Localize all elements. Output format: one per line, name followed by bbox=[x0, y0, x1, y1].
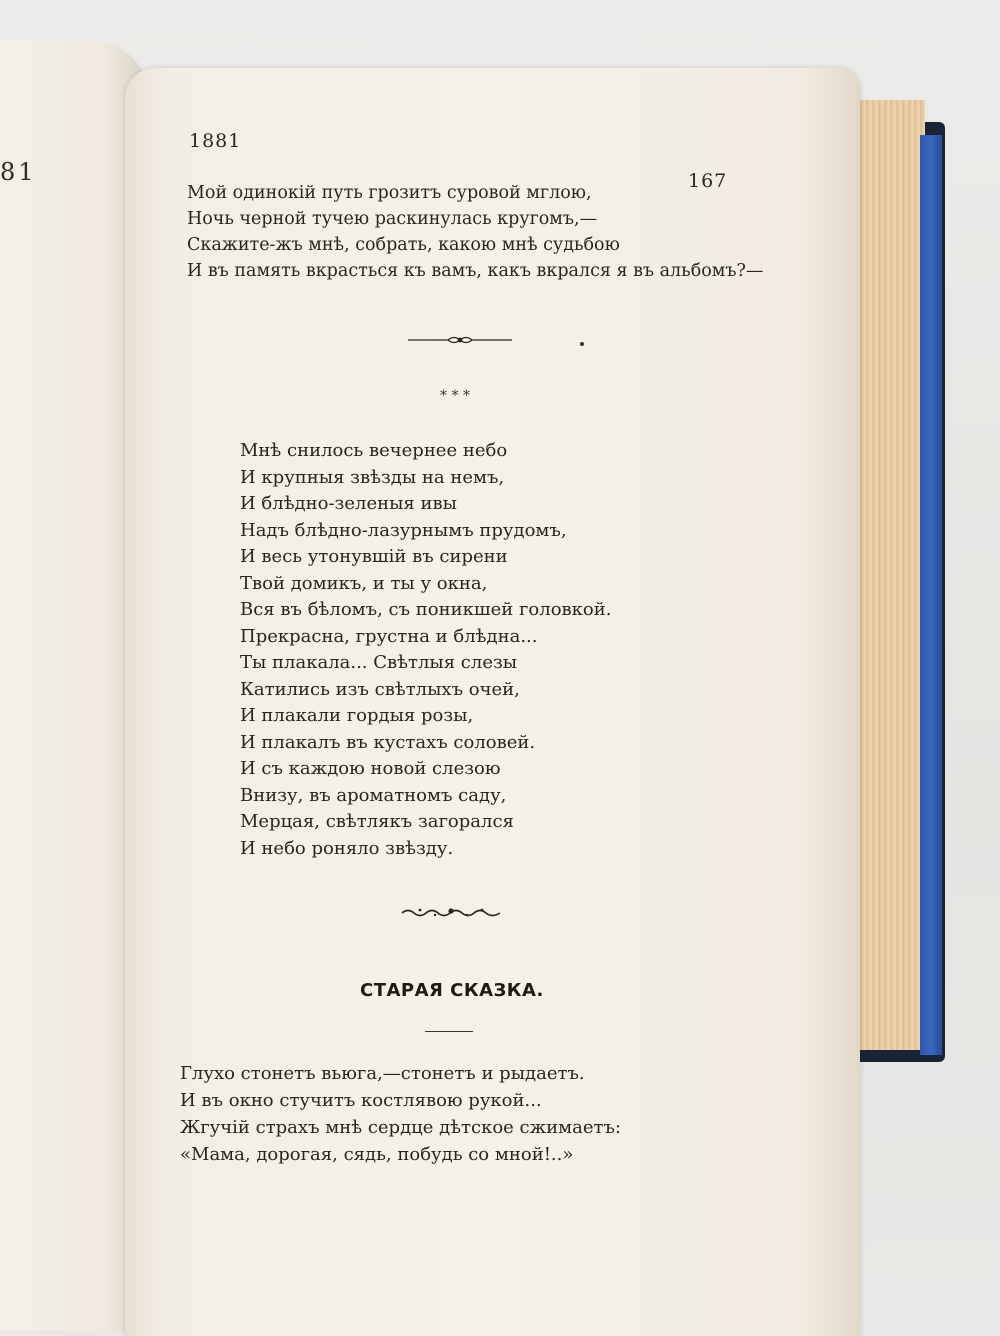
book-page bbox=[125, 68, 860, 1336]
poem-stanza-2 bbox=[240, 438, 611, 862]
poem-line: Мерцая, свѣтлякъ загорался bbox=[240, 811, 514, 832]
poem-line: Мой одинокій путь грозитъ суровой мглою, bbox=[187, 183, 592, 203]
poem-line: И крупныя звѣзды на немъ, bbox=[240, 466, 505, 488]
poem-line: Внизу, въ ароматномъ саду, bbox=[240, 784, 507, 806]
poem-line: И плакали гордыя розы, bbox=[240, 705, 474, 726]
ornament-divider-icon bbox=[408, 334, 512, 346]
poem-line: Глухо стонетъ вьюга,—стонетъ и рыдаетъ. bbox=[180, 1063, 585, 1084]
poem-stanza-3 bbox=[180, 1060, 621, 1168]
running-head: 1881 bbox=[189, 130, 242, 152]
poem-line: И съ каждою новой слезою bbox=[240, 758, 501, 779]
poem-line: И плакалъ въ кустахъ соловей. bbox=[240, 731, 536, 753]
poem-line: «Мама, дорогая, сядь, побудь со мной!..» bbox=[180, 1144, 574, 1165]
poem-line: Прекрасна, грустна и блѣдна... bbox=[240, 625, 538, 647]
poem-line: Ты плакала... Свѣтлыя слезы bbox=[240, 652, 518, 673]
left-page-number: 81 bbox=[0, 158, 37, 186]
ornament-vine-icon bbox=[400, 906, 502, 918]
poem-line: Катились изъ свѣтлыхъ очей, bbox=[240, 678, 520, 700]
poem-line: И небо роняло звѣзду. bbox=[240, 837, 454, 859]
poem-line: И въ окно стучитъ костлявою рукой... bbox=[180, 1090, 542, 1111]
poem-line: И блѣдно-зеленыя ивы bbox=[240, 493, 457, 514]
asterism: * * * bbox=[440, 388, 470, 404]
stray-ink-dot bbox=[580, 342, 584, 346]
section-title: СТАРАЯ СКАЗКА. bbox=[360, 980, 544, 1001]
cover-cloth bbox=[920, 135, 942, 1055]
poem-line: Ночь черной тучею раскинулась кругомъ,— bbox=[187, 209, 598, 229]
poem-line: Вся въ бѣломъ, съ поникшей головкой. bbox=[240, 599, 612, 620]
poem-line: И въ память вкрасться къ вамъ, какъ вкрался я въ альбомъ?— bbox=[187, 261, 764, 281]
poem-line: Надъ блѣдно-лазурнымъ прудомъ, bbox=[240, 519, 567, 541]
poem-stanza-1 bbox=[187, 180, 763, 284]
poem-line: И весь утонувшій въ сирени bbox=[240, 546, 508, 567]
page-number: 167 bbox=[688, 170, 728, 192]
poem-line: Мнѣ снилось вечернее небо bbox=[240, 440, 508, 461]
title-rule bbox=[425, 1031, 473, 1032]
poem-line: Жгучій страхъ мнѣ сердце дѣтское сжимаетъ: bbox=[180, 1117, 622, 1138]
poem-line: Твой домикъ, и ты у окна, bbox=[240, 572, 488, 594]
poem-line: Скажите-жъ мнѣ, собрать, какою мнѣ судьбою bbox=[187, 235, 620, 255]
